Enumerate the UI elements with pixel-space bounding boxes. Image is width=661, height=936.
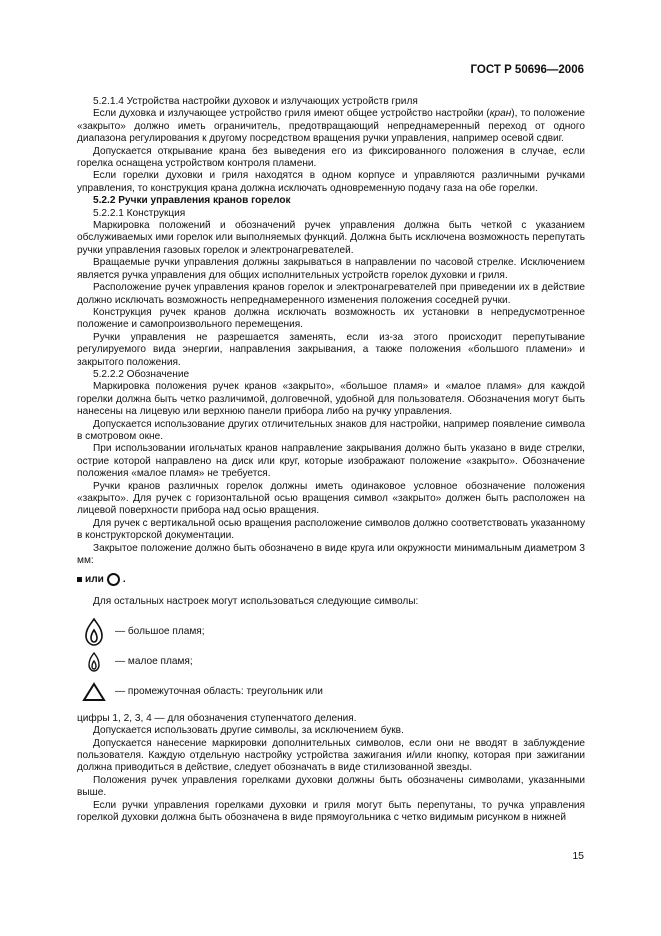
paragraph: Для остальных настроек могут использоваться следующие символы: xyxy=(93,596,419,608)
paragraph: Ручки кранов различных горелок должны иметь одинаковое условное обозначение положения «закрыто». Для ручек с горизонтальной осью вращения символ «закрыто» должен быть расположен на лицевой поверхности прибора над осью вращения. xyxy=(77,480,585,517)
paragraph: цифры 1, 2, 3, 4 — для обозначения ступенчатого деления. xyxy=(77,712,357,724)
large-flame-icon xyxy=(77,618,111,646)
paragraph: Для ручек с вертикальной осью вращения расположение символов должно соответствовать указанному в конструкторской документации. xyxy=(77,517,585,542)
paragraph: Расположение ручек управления кранов горелок и электронагревателей при приведении их в действие должно исключать возможность непреднамеренного изменения положения соседней ручки. xyxy=(77,282,585,306)
paragraph: Конструкция ручек кранов должна исключать возможность их установки в непредусмотренное положение и самопроизвольного перемещения. xyxy=(77,306,585,331)
paragraph: Если духовка и излучающее устройство гриля имеют общее устройство настройки (кран), то положение «закрыто» должно иметь ограничитель, предотвращающий непреднамеренный переход от одного диапазона регулирования к другому посредством вращения ручки управления, например осевой сдвиг. xyxy=(77,108,585,145)
standard-header: ГОСТ Р 50696—2006 xyxy=(470,64,584,76)
symbol-large-flame xyxy=(77,617,585,647)
symbol-or-text: или xyxy=(85,573,104,585)
section-heading-5-2-2-2: 5.2.2.2 Обозначение xyxy=(93,368,190,380)
paragraph: Маркировка положения ручек кранов «закрыто», «большое пламя» и «малое пламя» для каждой горелки должна быть четко различимой, долговечной, удобной для пользователя. Обозначения могут быть нанесены на лицевую или верхнюю панели прибора либо на ручку управления. xyxy=(77,381,585,418)
paragraph: Если ручки управления горелками духовки и гриля могут быть перепутаны, то ручка управления горелкой духовки должна быть обозначена в виде прямоугольника с четко видимым рисунком в нижней xyxy=(77,799,585,824)
paragraph: Допускается использование других отличительных знаков для настройки, например появление символа в смотровом окне. xyxy=(77,418,585,442)
paragraph: Вращаемые ручки управления должны закрываться в направлении по часовой стрелке. Исключением является ручка управления для общих исполнительных устройств горелок духовки и гриля. xyxy=(77,257,585,281)
section-heading-5-2-1-4: 5.2.1.4 Устройства настройки духовок и излучающих устройств гриля xyxy=(93,96,418,107)
triangle-icon xyxy=(77,682,111,702)
paragraph: При использовании игольчатых кранов направление закрывания должно быть указано в виде стрелки, острие которой направлено на диск или круг, которые изображают положение «закрыто». Обозначение положения «малое пламя» не требуется. xyxy=(77,443,585,480)
paragraph: Допускается нанесение маркировки дополнительных символов, если они не вводят в заблуждение пользователя. Каждую отдельную настройку устройства зажигания и/или кнопку, которая при зажигании должна приводиться в действие, следует обозначать в виде стилизованной звезды. xyxy=(77,737,585,774)
page-number: 15 xyxy=(572,850,584,862)
symbol-list xyxy=(77,617,585,707)
symbol-period: . xyxy=(122,573,126,585)
italic-term: кран xyxy=(489,108,512,120)
paragraph: Маркировка положений и обозначений ручек управления должна быть четкой с указанием обслуживаемых ими горелок или выполняемых функций. Должна быть исключена возможность перепутать ручки управления газовых горелок и электронагревателей. xyxy=(77,220,585,256)
document-body xyxy=(77,96,585,825)
paragraph: Положения ручек управления горелками духовки должны быть обозначены символами, указанными выше. xyxy=(77,774,585,799)
section-heading-5-2-2: 5.2.2 Ручки управления кранов горелок xyxy=(93,195,291,207)
closed-position-symbols xyxy=(77,573,585,586)
paragraph: Ручки управления не разрешается заменять, если из-за этого происходит перепутывание регулируемого вида энергии, направления закрывания, а также положения «большого пламени» и закрытого положения. xyxy=(77,331,585,368)
paragraph: Закрытое положение должно быть обозначено в виде круга или окружности минимальным диаметром 3 мм: xyxy=(77,542,585,567)
paragraph: Если горелки духовки и гриля находятся в одном корпусе и управляются различными ручками управления, то конструкция крана должна исключать одновременную подачу газа на обе горелки. xyxy=(77,170,585,194)
circle-outline-icon xyxy=(107,573,120,586)
small-flame-label: — малое пламя; xyxy=(115,655,193,667)
triangle-label: — промежуточная область: треугольник или xyxy=(115,685,323,697)
section-heading-5-2-2-1: 5.2.2.1 Конструкция xyxy=(93,207,186,219)
filled-square-icon xyxy=(77,577,82,582)
paragraph: Допускается открывание крана без выведения его из фиксированного положения в случае, если горелка оснащена устройством контроля пламени. xyxy=(77,145,585,170)
paragraph: Допускается использовать другие символы, за исключением букв. xyxy=(93,725,404,737)
symbol-triangle xyxy=(77,677,585,707)
small-flame-icon xyxy=(77,652,111,672)
large-flame-label: — большое пламя; xyxy=(115,625,205,637)
symbol-small-flame xyxy=(77,647,585,677)
